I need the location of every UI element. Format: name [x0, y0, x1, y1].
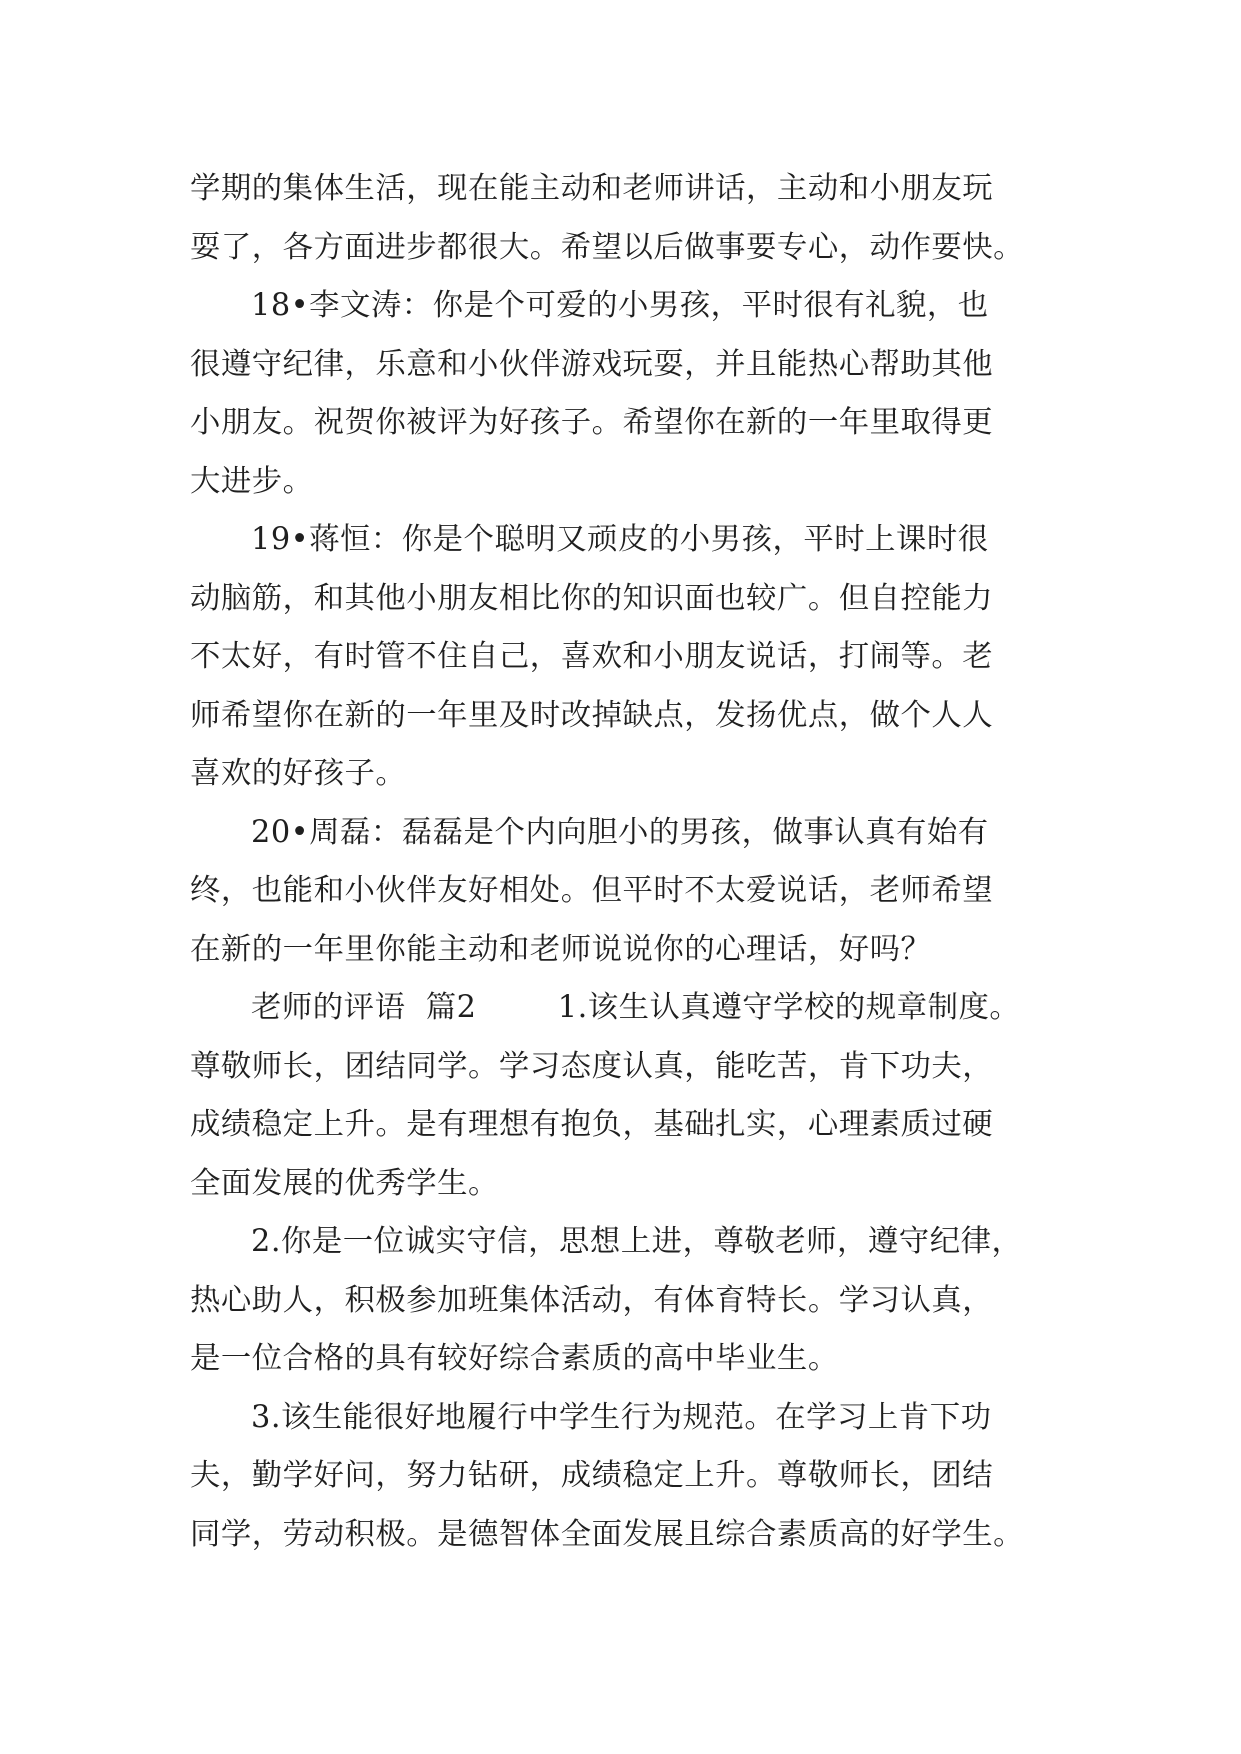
text-line: 学期的集体生活，现在能主动和老师讲话，主动和小朋友玩 — [190, 171, 994, 206]
text-line: 同学，劳动积极。是德智体全面发展且综合素质高的好学生。 — [190, 1516, 1025, 1552]
paragraph-start-line: 3.该生能很好地履行中学生行为规范。在学习上肯下功 — [251, 1399, 992, 1435]
paragraph-start-line: 2.你是一位诚实守信，思想上进，尊敬老师，遵守纪律， — [251, 1224, 1023, 1259]
text-line: 是一位合格的具有较好综合素质的高中毕业生。 — [190, 1341, 839, 1376]
paragraph-start-line: 20•周磊：磊磊是个内向胆小的男孩，做事认真有始有 — [251, 814, 989, 850]
paragraph-start-line: 19•蒋恒：你是个聪明又顽皮的小男孩，平时上课时很 — [251, 522, 989, 557]
text-line: 热心助人，积极参加班集体活动，有体育特长。学习认真， — [190, 1282, 994, 1318]
text-line: 在新的一年里你能主动和老师说说你的心理话，好吗？ — [190, 931, 932, 967]
text-line: 小朋友。祝贺你被评为好孩子。希望你在新的一年里取得更 — [190, 405, 994, 440]
text-line: 不太好，有时管不住自己，喜欢和小朋友说话，打闹等。老 — [190, 639, 994, 674]
text-line: 全面发展的优秀学生。 — [190, 1165, 499, 1201]
section-heading-line: 老师的评语 篇2 1.该生认真遵守学校的规章制度。 — [251, 990, 1021, 1025]
text-line: 动脑筋，和其他小朋友相比你的知识面也较广。但自控能力 — [190, 580, 994, 616]
text-line: 喜欢的好孩子。 — [190, 756, 407, 791]
text-line: 大进步。 — [190, 463, 314, 499]
paragraph-start-line: 18•李文涛：你是个可爱的小男孩，平时很有礼貌，也 — [251, 288, 989, 323]
text-line: 尊敬师长，团结同学。学习态度认真，能吃苦，肯下功夫， — [190, 1048, 994, 1084]
text-line: 夫，勤学好问，努力钻研，成绩稳定上升。尊敬师长，团结 — [190, 1458, 994, 1493]
document-body — [190, 160, 1052, 1564]
text-line: 成绩稳定上升。是有理想有抱负，基础扎实，心理素质过硬 — [190, 1107, 994, 1142]
text-line: 耍了，各方面进步都很大。希望以后做事要专心，动作要快。 — [190, 229, 1025, 265]
text-line: 师希望你在新的一年里及时改掉缺点，发扬优点，做个人人 — [190, 697, 994, 733]
text-line: 终，也能和小伙伴友好相处。但平时不太爱说话，老师希望 — [190, 873, 994, 908]
text-line: 很遵守纪律，乐意和小伙伴游戏玩耍，并且能热心帮助其他 — [190, 346, 994, 382]
